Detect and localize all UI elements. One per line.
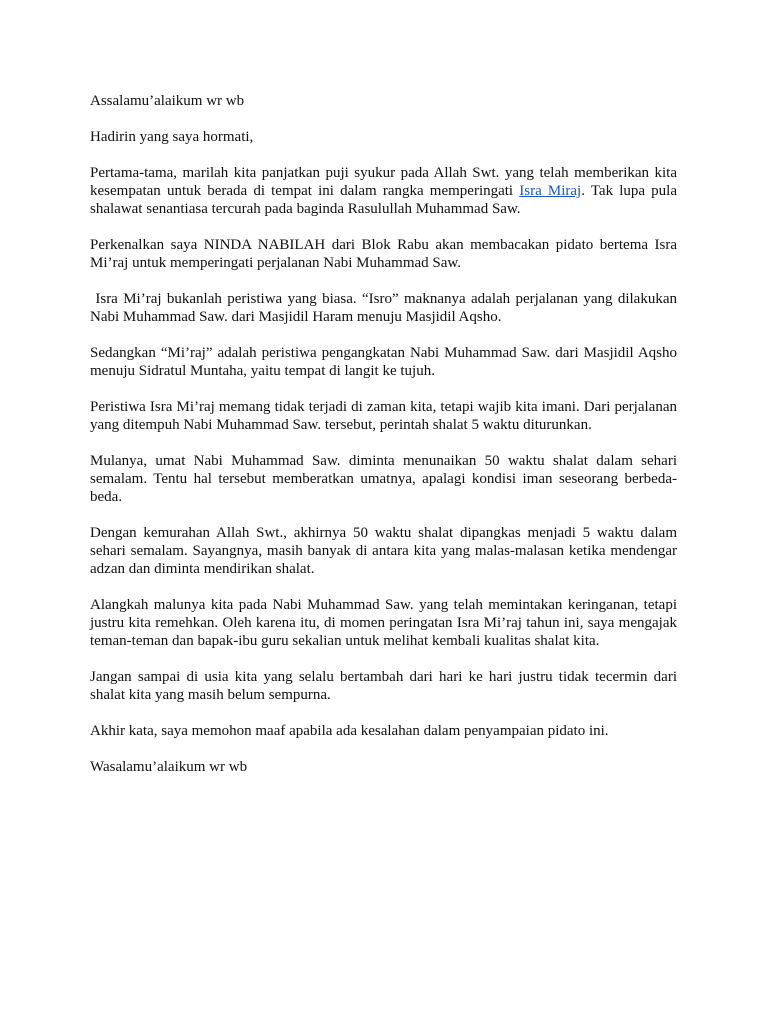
isra-miraj-link[interactable]: Isra Miraj	[519, 183, 582, 199]
paragraph-fifty-prayers: Mulanya, umat Nabi Muhammad Saw. diminta menunaikan 50 waktu shalat dalam sehari semalam. Tentu hal tersebut memberatkan umatnya, apalagi kondisi iman seseorang berbeda-beda.	[90, 453, 677, 505]
paragraph-opening	[90, 164, 677, 218]
paragraph-reflection: Alangkah malunya kita pada Nabi Muhammad Saw. yang telah memintakan keringanan, tetapi justru kita remehkan. Oleh karena itu, di momen peringatan Isra Mi’raj tahun ini, saya mengajak teman-teman dan bapak-ibu guru sekalian untuk melihat kembali kualitas shalat kita.	[90, 597, 677, 649]
speech-text	[90, 92, 681, 794]
paragraph-introduction: Perkenalkan saya NINDA NABILAH dari Blok Rabu akan membacakan pidato bertema Isra Mi’raj untuk memperingati perjalanan Nabi Muhammad Saw.	[90, 237, 677, 271]
paragraph-mercy: Dengan kemurahan Allah Swt., akhirnya 50 waktu shalat dipangkas menjadi 5 waktu dalam sehari semalam. Sayangnya, masih banyak di antara kita yang malas-malasan ketika mendengar adzan dan diminta mendirikan shalat.	[90, 525, 677, 577]
paragraph-miraj: Sedangkan “Mi’raj” adalah peristiwa pengangkatan Nabi Muhammad Saw. dari Masjidil Aqsho menuju Sidratul Muntaha, yaitu tempat di langit ke tujuh.	[90, 345, 677, 379]
paragraph-isra: Isra Mi’raj bukanlah peristiwa yang biasa. “Isro” maknanya adalah perjalanan yang dilakukan Nabi Muhammad Saw. dari Masjidil Haram menuju Masjidil Aqsho.	[90, 291, 681, 325]
address-line: Hadirin yang saya hormati,	[90, 129, 254, 145]
paragraph-opening-text: Pertama-tama, marilah kita panjatkan puji syukur pada Allah Swt. yang telah memberikan kita kesempatan untuk berada di tempat ini dalam rangka memperingati	[90, 165, 677, 199]
paragraph-opening-text-end: . Tak lupa pula shalawat senantiasa tercurah pada baginda Rasulullah Muhammad Saw.	[90, 183, 678, 217]
paragraph-apology: Akhir kata, saya memohon maaf apabila ada kesalahan dalam penyampaian pidato ini.	[90, 723, 609, 739]
closing: Wasalamu’alaikum wr wb	[90, 759, 248, 775]
paragraph-event: Peristiwa Isra Mi’raj memang tidak terjadi di zaman kita, tetapi wajib kita imani. Dari perjalanan yang ditempuh Nabi Muhammad Saw. tersebut, perintah shalat 5 waktu diturunkan.	[90, 399, 677, 433]
paragraph-reminder: Jangan sampai di usia kita yang selalu bertambah dari hari ke hari justru tidak tecermin dari shalat kita yang masih belum sempurna.	[90, 669, 677, 703]
greeting: Assalamu’alaikum wr wb	[90, 93, 245, 109]
